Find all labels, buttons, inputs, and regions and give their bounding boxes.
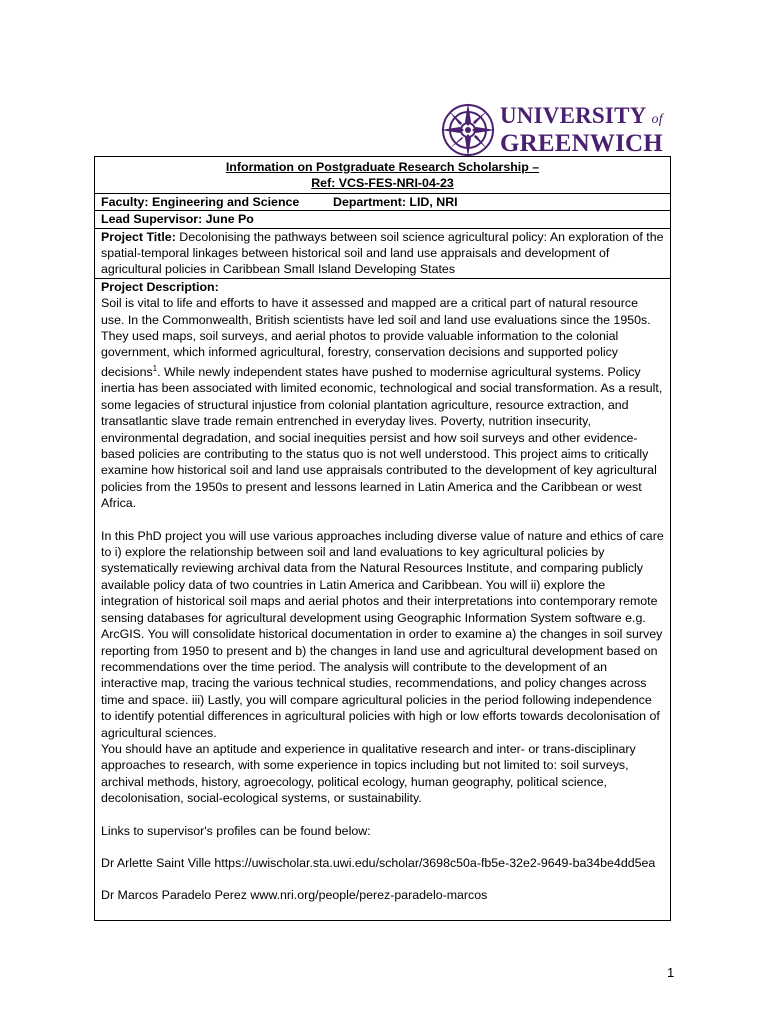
description-paragraph-1: Soil is vital to life and efforts to have it assessed and mapped are a critical part of natural resource use. In the Commonwealth, British scientists have led soil and land use evaluations since the 1950s. They used maps, soil surveys, and aerial photos to provide valuable information to the colonial government, which informed agricultural, forestry, conservation decisions and supported policy decisions$^1$. While newly independent states have pushed to modernise agricultural systems. Policy inertia has been associated with limited economic, technological and social transformation. As a result, some legacies of structural injustice from colonial plantation agriculture, resource extraction, and transatlantic slave trade remain entrenched in everyday lives. Poverty, nutrition insecurity, environmental degradation, and social inequities persist and how soil surveys and other evidence-based policies are contributing to the status quo is not well understood. This project aims to critically examine how historical soil and land use appraisals contributed to the development of key agricultural policies from the 1950s to present and lessons learned in Latin America and the Caribbean or west Africa. (101, 296, 663, 511)
scholarship-info-table (94, 156, 671, 921)
faculty-text: Faculty: Engineering and Science (101, 194, 300, 209)
links-intro: Links to supervisor's profiles can be found below: (101, 823, 371, 838)
supervisor-link-1[interactable]: Dr Arlette Saint Ville https://uwischolar.sta.uwi.edu/scholar/3698c50a-fb5e-32e2-9649-ba34be4dd5ea (101, 855, 656, 870)
logo-wordmark (500, 104, 663, 156)
logo-of: of (651, 112, 663, 127)
title-ref: Ref: VCS-FES-NRI-04-23 (311, 176, 454, 191)
logo-line2: GREENWICH (500, 130, 663, 157)
footnote-marker: 1 (152, 363, 158, 373)
document-title (95, 157, 670, 194)
project-title-text: Decolonising the pathways between soil science agricultural policy: An exploration of the spatial-temporal linkages between historical soil and land use appraisals and development of agricultural policies in Caribbean Small Island Developing States (101, 229, 664, 277)
logo-line1: UNIVERSITY (500, 103, 646, 128)
lead-supervisor-text: Lead Supervisor: June Po (101, 212, 254, 227)
title-line1: Information on Postgraduate Research Scholarship – (225, 160, 540, 174)
description-paragraph-3: You should have an aptitude and experience in qualitative research and inter- or trans-disciplinary approaches to research, with some experience in topics including but not limited to: soil surveys, archival methods, history, agroecology, political ecology, human geography, political science, decolonisation, social-ecological systems, or sustainability. (101, 741, 636, 806)
project-title-label: Project Title: (101, 229, 176, 244)
page-number: 1 (667, 965, 675, 980)
compass-rose-icon (440, 102, 496, 158)
department-text: Department: LID, NRI (333, 194, 458, 209)
university-logo (440, 100, 670, 160)
project-title-row (95, 229, 670, 279)
description-paragraph-2: In this PhD project you will use various approaches including diverse value of nature and ethics of care to i) explore the relationship between soil and land evaluations to key agricultural policies by systematically reviewing archival data from the Natural Resources Institute, and comparing publicly available policy data of two countries in Latin America and Caribbean. You will ii) explore the integration of historical soil maps and aerial photos and their interpretations into contemporary remote sensing databases for agricultural development using Geographic Information System software e.g. ArcGIS. You will consolidate historical documentation in order to examine a) the changes in soil survey reporting from 1950 to present and b) the changes in land use and agricultural development based on recommendations over the time period. The analysis will contribute to the development of an interactive map, tracing the various technical studies, recommendations, and policy changes across time and space. iii) Lastly, you will compare agricultural policies in the period following independence to identify potential differences in agricultural policies with high or low efforts towards decolonisation of agricultural sciences. (101, 528, 664, 740)
faculty-row (95, 194, 670, 211)
project-description-label: Project Description: (101, 279, 219, 294)
supervisor-link-2[interactable]: Dr Marcos Paradelo Perez www.nri.org/people/perez-paradelo-marcos (101, 888, 488, 903)
supervisor-row (95, 211, 670, 228)
project-description-row (95, 279, 670, 921)
